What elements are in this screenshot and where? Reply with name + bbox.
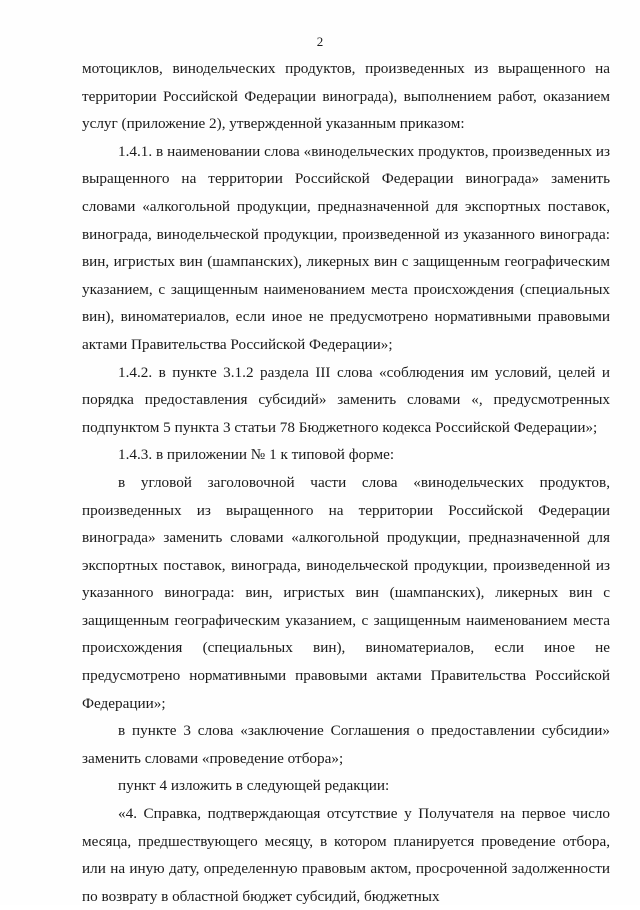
document-body: [82, 55, 610, 910]
paragraph-corner-header: в угловой заголовочной части слова «винодельческих продуктов, произведенных из выращенного на территории Российской Федерации винограда» заменить словами «алкогольной продукции, предназначенной для экспортных поставок, винограда, винодельческой продукции, произведенной из указанного винограда: вин, игристых вин (шампанских), ликерных вин с защищенным географическим указанием, с защищенным наименованием места происхождения (специальных вин), виноматериалов, если иное не предусмотрено нормативными правовыми актами Правительства Российской Федерации»;: [82, 473, 610, 712]
page-number: 2: [316, 34, 324, 49]
paragraph-point-4-intro: пункт 4 изложить в следующей редакции:: [118, 777, 390, 795]
paragraph-1-4-1: 1.4.1. в наименовании слова «винодельческих продуктов, произведенных из выращенного на территории Российской Федерации винограда» заменить словами «алкогольной продукции, предназначенной для экспортных поставок, винограда, винодельческой продукции, произведенной из указанного винограда: вин, игристых вин (шампанских), ликерных вин с защищенным географическим указанием, с защищенным наименованием места происхождения (специальных вин), виноматериалов, если иное не предусмотрено нормативными правовыми актами Правительства Российской Федерации»;: [82, 142, 610, 353]
paragraph-1-4-3: 1.4.3. в приложении № 1 к типовой форме:: [118, 446, 395, 464]
paragraph-point-3: в пункте 3 слова «заключение Соглашения о предоставлении субсидии» заменить словами «проведение отбора»;: [82, 722, 610, 767]
paragraph-point-4-text: «4. Справка, подтверждающая отсутствие у Получателя на первое число месяца, предшествующего месяцу, в котором планируется проведение отбора, или на иную дату, определенную правовым актом, просроченной задолженности по возврату в областной бюджет субсидий, бюджетных: [82, 805, 610, 905]
paragraph-continuation: мотоциклов, винодельческих продуктов, произведенных из выращенного на территории Российской Федерации винограда), выполнением работ, оказанием услуг (приложение 2), утвержденной указанным приказом:: [82, 60, 610, 133]
paragraph-1-4-2: 1.4.2. в пункте 3.1.2 раздела III слова «соблюдения им условий, целей и порядка предоставления субсидий» заменить словами «, предусмотренных подпунктом 5 пункта 3 статьи 78 Бюджетного кодекса Российской Федерации»;: [82, 363, 610, 436]
